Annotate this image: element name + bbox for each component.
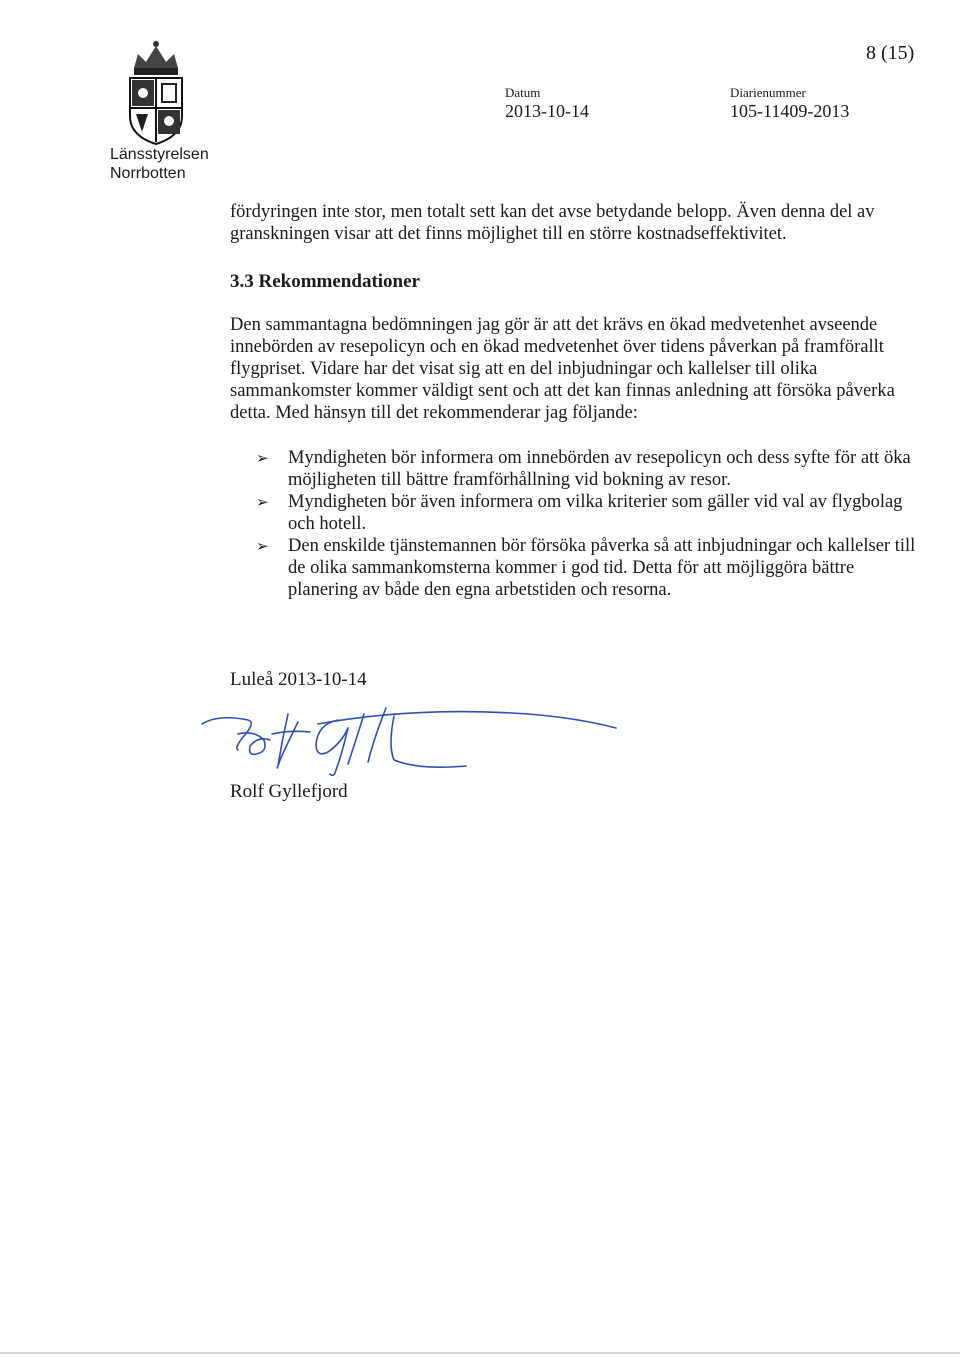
scan-edge-divider <box>0 1352 960 1354</box>
agency-line-1: Länsstyrelsen <box>110 146 209 163</box>
arrow-bullet-icon: ➢ <box>256 449 269 467</box>
page-number: 8 (15) <box>866 42 915 64</box>
list-item <box>256 447 916 491</box>
recommendation-list <box>256 447 916 601</box>
date-label: Datum <box>505 85 541 100</box>
diary-number-block <box>730 86 849 122</box>
agency-line-2: Norrbotten <box>110 165 186 182</box>
handwritten-signature-icon <box>198 700 618 780</box>
paragraph-2: Den sammantagna bedömningen jag gör är att det krävs en ökad medvetenhet avseende innebörden av resepolicyn och en ökad medvetenhet över tidens påverkan på framförallt flygpriset. Vidare har det visat sig att en del inbjudningar och kallelser till olika sammankomster kommer väldigt sent och att det kan finnas anledning att försöka påverka detta. Med hänsyn till det rekommenderar jag följande: <box>230 315 895 423</box>
coat-of-arms-icon <box>120 38 192 148</box>
diary-number-label: Diarienummer <box>730 85 806 100</box>
list-item-text: Myndigheten bör informera om innebörden av resepolicyn och dess syfte för att öka möjligheten till bättre framförhållning vid bokning av resor. <box>288 448 911 490</box>
list-item <box>256 491 916 535</box>
date-block <box>505 86 589 122</box>
list-item-text: Myndigheten bör även informera om vilka kriterier som gäller vid val av flygbolag och hotell. <box>288 492 903 534</box>
signer-name: Rolf Gyllefjord <box>230 781 348 802</box>
place-and-date: Luleå 2013-10-14 <box>230 669 367 690</box>
arrow-bullet-icon: ➢ <box>256 493 269 511</box>
paragraph-1: fördyringen inte stor, men totalt sett kan det avse betydande belopp. Även denna del av granskningen visar att det finns möjlighet till en större kostnadseffektivitet. <box>230 202 875 244</box>
agency-name <box>110 145 209 183</box>
arrow-bullet-icon: ➢ <box>256 537 269 555</box>
section-heading: 3.3 Rekommendationer <box>230 271 420 292</box>
date-value: 2013-10-14 <box>505 101 589 121</box>
list-item <box>256 535 916 601</box>
diary-number-value: 105-11409-2013 <box>730 101 850 121</box>
list-item-text: Den enskilde tjänstemannen bör försöka påverka så att inbjudningar och kallelser till de olika sammankomsterna kommer i god tid. Detta för att möjliggöra bättre planering av både den egna arbetstiden och resorna. <box>288 536 916 600</box>
